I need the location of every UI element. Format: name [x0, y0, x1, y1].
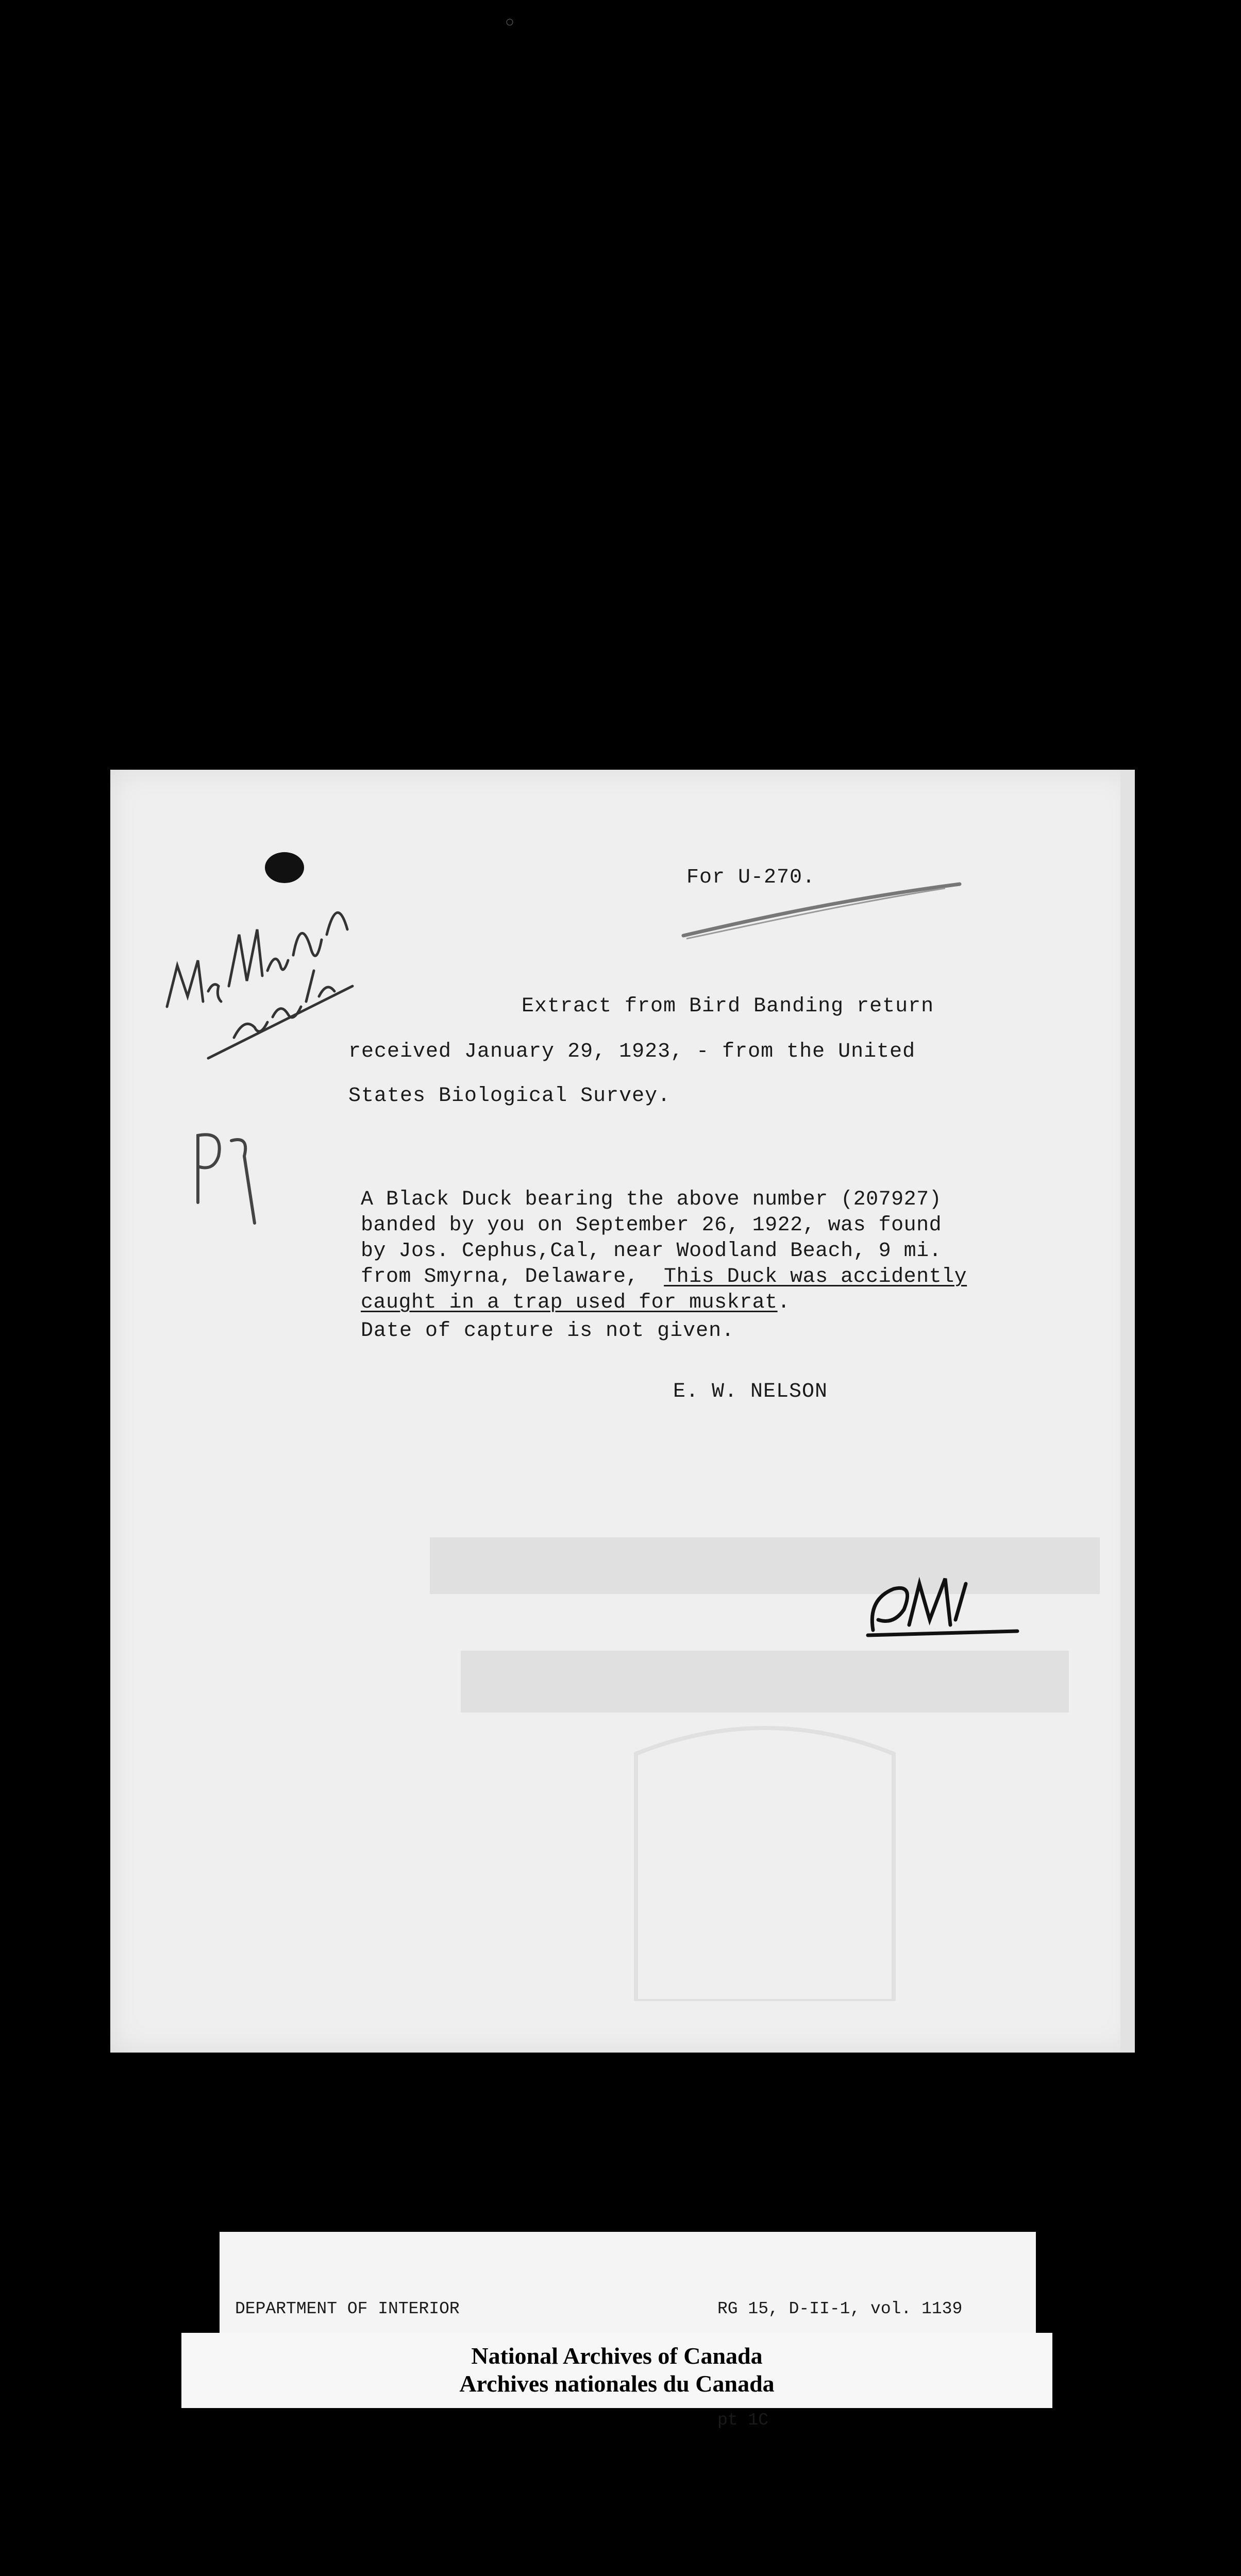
record-group: RG 15, D-II-1, vol. 1139 — [717, 2299, 963, 2318]
extract-line-2: received January 29, 1923, - from the United — [348, 1040, 916, 1063]
body-line-4-plain: from Smyrna, Delaware, — [361, 1265, 664, 1289]
reference-number: For U-270. — [686, 866, 816, 889]
banner-french: Archives nationales du Canada — [459, 2370, 775, 2397]
handwritten-initials-left — [182, 1125, 270, 1228]
body-line-5-underlined: caught in a trap used for muskrat — [361, 1291, 778, 1314]
letter-body — [361, 1187, 967, 1316]
handwritten-margin-note — [157, 832, 373, 1069]
body-line-5 — [361, 1290, 967, 1316]
date-note: Date of capture is not given. — [361, 1319, 735, 1343]
body-line-2: banded by you on September 26, 1922, was found — [361, 1214, 942, 1237]
extract-line-3: States Biological Survey. — [348, 1084, 671, 1108]
body-line-3: by Jos. Cephus,Cal, near Woodland Beach, 9 mi. — [361, 1240, 942, 1263]
body-line-5-end: . — [777, 1291, 791, 1314]
signature-initials — [863, 1568, 1028, 1646]
national-archives-banner — [181, 2333, 1052, 2408]
extract-line-1: Extract from Bird Banding return — [522, 995, 934, 1018]
part-number: pt 1C — [717, 2411, 769, 2430]
signer-name: E. W. NELSON — [673, 1380, 828, 1403]
body-line-4 — [361, 1264, 967, 1290]
document-page — [110, 770, 1135, 2053]
department-english: DEPARTMENT OF INTERIOR — [235, 2299, 460, 2318]
body-line-4-underlined: This Duck was accidently — [664, 1265, 967, 1289]
body-line-1: A Black Duck bearing the above number (207927) — [361, 1188, 942, 1211]
banner-english: National Archives of Canada — [471, 2343, 763, 2369]
punch-hole-mark: ○ — [505, 14, 515, 32]
